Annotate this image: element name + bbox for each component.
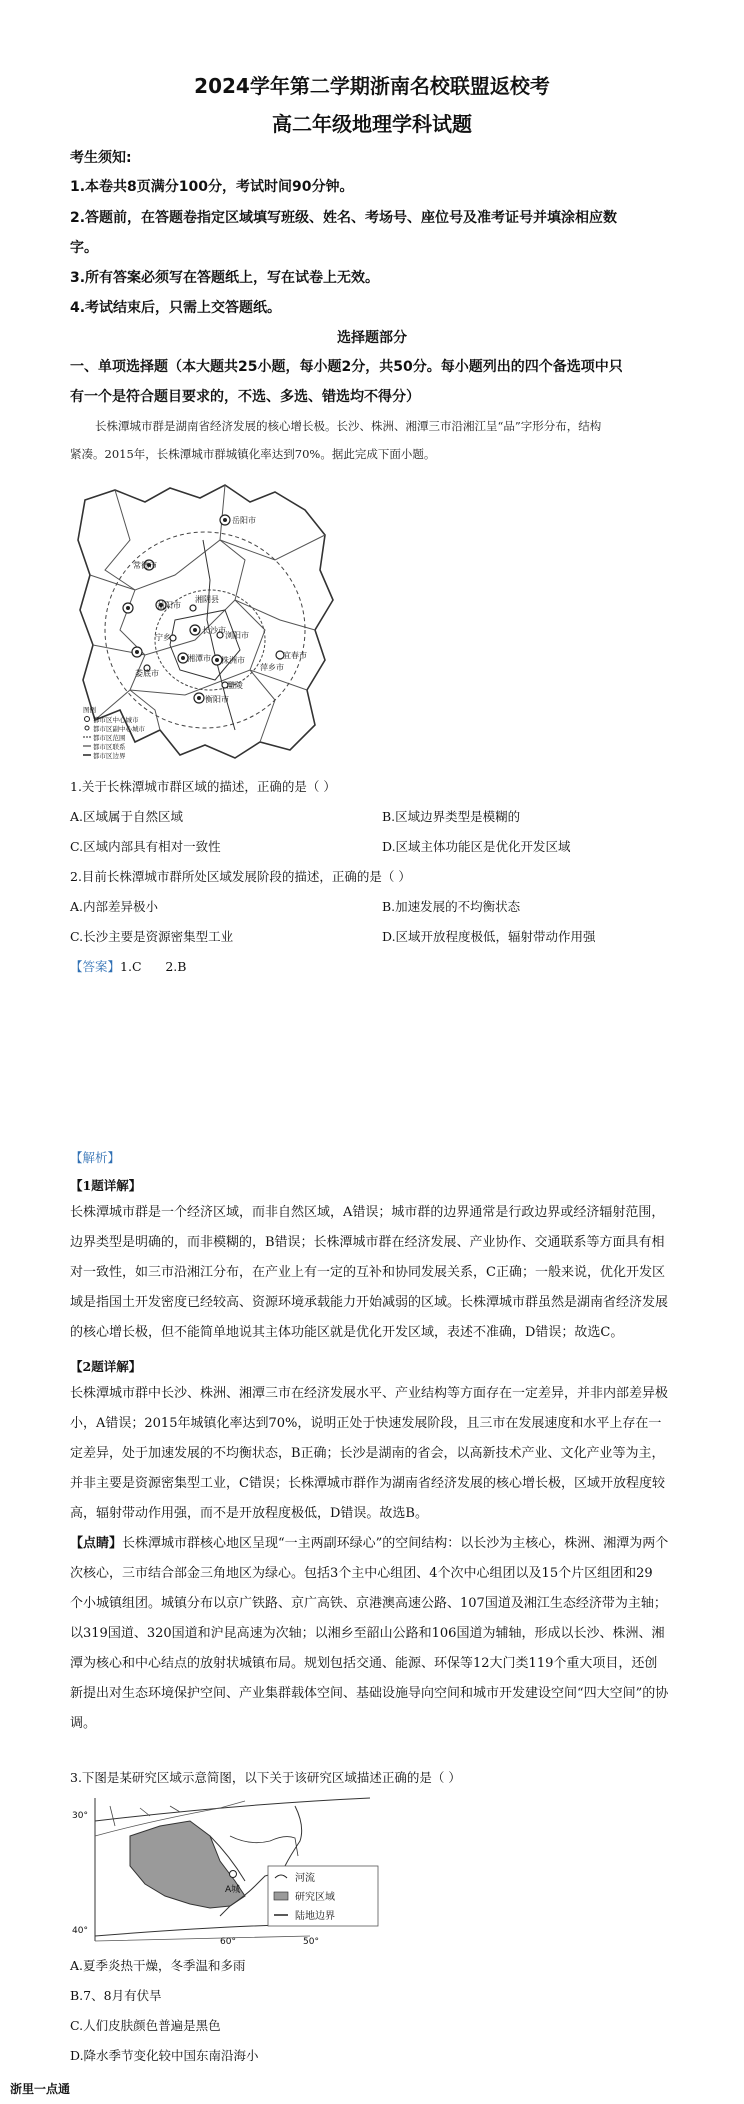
notice-item: 2.答题前，在答题卷指定区域填写班级、姓名、考场号、座位号及准考证号并填涂相应数 xyxy=(70,210,618,226)
passage-line: 长株潭城市群是湖南省经济发展的核心增长极。长沙、株洲、湘潭三市沿湘江呈“品”字形分布，结构 xyxy=(95,419,602,433)
q1-option-d: D.区域主体功能区是优化开发区域 xyxy=(382,839,571,854)
map-label-zhuzhou: 株洲市 xyxy=(221,656,245,665)
detail1-body xyxy=(70,1198,680,1348)
tip-line: 以319国道、320国道和沪昆高速为次轴；以湘乡至韶山公路和106国道为辅轴，形成以长沙、株洲、湘 xyxy=(70,1626,665,1641)
legend-item: 都市区联系 xyxy=(93,743,126,751)
q2-option-c: C.长沙主要是资源密集型工业 xyxy=(70,929,234,944)
q2-stem: 2.目前长株潭城市群所处区域发展阶段的描述，正确的是（ ） xyxy=(70,869,411,884)
tip-line: 次核心，三市结合部金三角地区为绿心。包括3个主中心组团、4个次中心组团以及15个片区组团和29 xyxy=(70,1566,653,1581)
notice-item: 1.本卷共8页满分100分，考试时间90分钟。 xyxy=(70,179,354,195)
map-label-hengyang: 衡阳市 xyxy=(205,695,229,704)
detail1-line: 边界类型是明确的，而非模糊的，B错误；长株潭城市群在经济发展、产业协作、交通联系等方面具有相 xyxy=(70,1235,665,1250)
q3-option-b: B.7、8月有伏旱 xyxy=(70,1988,162,2003)
map-label-loudi: 娄底市 xyxy=(135,669,159,678)
q3-stem: 3.下图是某研究区域示意简图，以下关于该研究区域描述正确的是（ ） xyxy=(70,1770,461,1785)
answer-text: 1.C 2.B xyxy=(120,959,187,974)
notice-heading: 考生须知: xyxy=(70,150,132,166)
tip-line: 新提出对生态环境保护空间、产业集群载体空间、基础设施导向空间和城市开发建设空间“四大空间”的协 xyxy=(70,1686,669,1701)
legend-river: 河流 xyxy=(295,1873,315,1884)
q1-option-c: C.区域内部具有相对一致性 xyxy=(70,839,221,854)
map-label-changde: 常德市 xyxy=(133,561,157,570)
lat-label-30: 30° xyxy=(72,1811,88,1821)
section-title: 选择题部分 xyxy=(337,330,407,346)
detail2-line: 定差异，处于加速发展的不均衡状态，B正确；长沙是湖南的省会，以高新技术产业、文化产业等为主， xyxy=(70,1446,665,1461)
legend-region: 研究区域 xyxy=(295,1892,335,1903)
city-label-a: A城 xyxy=(225,1885,241,1895)
detail2-line: 长株潭城市群中长沙、株洲、湘潭三市在经济发展水平、产业结构等方面存在一定差异，并非内部差异极 xyxy=(70,1386,669,1401)
map-label-yiyang: 益阳市 xyxy=(157,601,181,610)
legend-item: 都市区中心城市 xyxy=(93,716,139,724)
detail2-line: 小，A错误；2015年城镇化率达到70%，说明正处于快速发展阶段，且三市在发展速度和水平上存在一 xyxy=(70,1416,662,1431)
lon-label-50: 50° xyxy=(303,1937,319,1946)
answer-tag: 【答案】 xyxy=(70,959,121,974)
tip-line: 潭为核心和中心结点的放射状城镇布局。规划包括交通、能源、环保等12大门类119个重大项目，还创 xyxy=(70,1656,658,1671)
q2-option-b: B.加速发展的不均衡状态 xyxy=(382,899,521,914)
q1-option-a: A.区域属于自然区域 xyxy=(70,809,184,824)
notice-item: 3.所有答案必须写在答题纸上，写在试卷上无效。 xyxy=(70,270,380,286)
tip-tag: 【点睛】 xyxy=(70,1536,123,1551)
city-cluster-map xyxy=(75,480,340,765)
map-label-xiangtan: 湘潭市 xyxy=(187,654,211,663)
detail1-line: 的核心增长极，但不能简单地说其主体功能区就是优化开发区域，表述不准确，D错误；故选C。 xyxy=(70,1325,624,1340)
legend-item: 都市区副中心城市 xyxy=(93,725,145,733)
exam-subtitle: 高二年级地理学科试题 xyxy=(272,112,472,136)
detail2-body xyxy=(70,1379,680,1529)
q3-option-d: D.降水季节变化较中国东南沿海小 xyxy=(70,2048,259,2063)
map-label-liuyang: 浏阳市 xyxy=(225,631,249,640)
lat-label-40: 40° xyxy=(72,1926,88,1936)
part-instruction: 一、单项选择题（本大题共25小题，每小题2分，共50分。每小题列出的四个备选项中只 xyxy=(70,359,623,375)
map-label-pingxiang: 萍乡市 xyxy=(260,663,284,672)
map-label-liling: 醴陵 xyxy=(227,681,243,690)
map-label-ningxiang: 宁乡 xyxy=(155,633,171,642)
analysis-tag: 【解析】 xyxy=(70,1150,121,1165)
tip-line: 调。 xyxy=(70,1716,97,1731)
q1-option-b: B.区域边界类型是模糊的 xyxy=(382,809,521,824)
q2-option-d: D.区域开放程度极低，辐射带动作用强 xyxy=(382,929,596,944)
detail2-title: 【2题详解】 xyxy=(70,1359,142,1374)
legend-item: 都市区范围 xyxy=(93,734,126,742)
footer-watermark: 浙里一点通 xyxy=(10,2082,71,2096)
q2-option-a: A.内部差异极小 xyxy=(70,899,159,914)
q3-option-a: A.夏季炎热干燥，冬季温和多雨 xyxy=(70,1958,246,1973)
passage-line: 紧凑。2015年，长株潭城市群城镇化率达到70%。据此完成下面小题。 xyxy=(70,447,436,461)
map-label-changsha: 长沙市 xyxy=(202,626,226,635)
map-label-yueyang: 岳阳市 xyxy=(232,516,256,525)
study-region-map xyxy=(70,1796,390,1946)
lon-label-60: 60° xyxy=(220,1937,236,1946)
detail1-line: 长株潭城市群是一个经济区域，而非自然区域，A错误；城市群的边界通常是行政边界或经济辐射范围， xyxy=(70,1205,665,1220)
detail1-line: 域是指国土开发密度已经较高、资源环境承载能力开始减弱的区域。长株潭城市群虽然是湖南省经济发展 xyxy=(70,1295,669,1310)
detail2-line: 高，辐射带动作用强，而不是开放程度极低，D错误。故选B。 xyxy=(70,1506,428,1521)
part-instruction-cont: 有一个是符合题目要求的，不选、多选、错选均不得分） xyxy=(70,389,420,405)
map-label-yichun: 宜春市 xyxy=(283,651,307,660)
tip-body xyxy=(70,1529,680,1739)
detail2-line: 并非主要是资源密集型工业，C错误；长株潭城市群作为湖南省经济发展的核心增长极，区域开放程度较 xyxy=(70,1476,665,1491)
legend-item: 都市区边界 xyxy=(93,752,126,760)
map-label-xiangyin: 湘阴县 xyxy=(195,595,219,604)
tip-line: 长株潭城市群核心地区呈现“一主两副环绿心”的空间结构：以长沙为主核心，株洲、湘潭为两个 xyxy=(122,1536,669,1551)
legend-border: 陆地边界 xyxy=(295,1911,335,1922)
q3-option-c: C.人们皮肤颜色普遍是黑色 xyxy=(70,2018,221,2033)
detail1-title: 【1题详解】 xyxy=(70,1178,142,1193)
notice-item: 字。 xyxy=(70,240,98,256)
notice-item: 4.考试结束后，只需上交答题纸。 xyxy=(70,300,282,316)
q1-stem: 1.关于长株潭城市群区域的描述，正确的是（ ） xyxy=(70,779,336,794)
answer-line xyxy=(70,957,186,975)
exam-title: 2024学年第二学期浙南名校联盟返校考 xyxy=(194,74,550,98)
legend-title: 图例 xyxy=(83,706,96,714)
detail1-line: 对一致性，如三市沿湘江分布，在产业上有一定的互补和协同发展关系，C正确；一般来说，优化开发区 xyxy=(70,1265,665,1280)
tip-line: 个小城镇组团。城镇分布以京广铁路、京广高铁、京港澳高速公路、107国道及湘江生态经济带为主轴； xyxy=(70,1596,667,1611)
